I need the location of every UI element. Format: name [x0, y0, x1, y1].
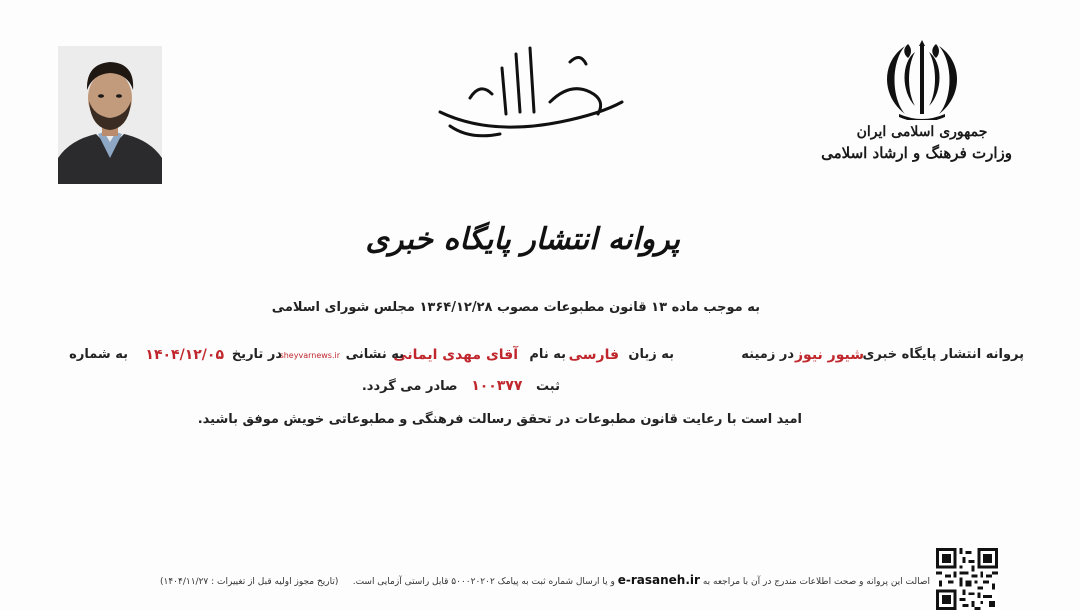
intro-prefix: پروانه انتشار پایگاه خبری	[862, 347, 1024, 362]
issued-suffix: صادر می گردد.	[361, 379, 458, 394]
footer-verification	[130, 573, 930, 587]
date-label: در تاریخ	[231, 347, 282, 362]
owner-label: به نام	[529, 347, 566, 362]
ministry-header	[821, 40, 1012, 190]
republic-label: جمهوری اسلامی ایران	[856, 124, 988, 140]
closing-line: امید است با رعایت قانون مطبوعات در تحقق رسالت فرهنگی و مطبوعاتی خویش موفق باشید.	[197, 412, 802, 427]
qr-code[interactable]	[936, 548, 998, 610]
owner-name-value: آقای مهدی ایمانی	[393, 347, 518, 363]
ministry-label: وزارت فرهنگ و ارشاد اسلامی	[821, 144, 1012, 162]
language-value: فارسی	[568, 347, 619, 363]
basmala-calligraphy	[430, 42, 630, 162]
address-value: sheyvarnews.ir	[279, 351, 340, 360]
footer-initial-license-date: (تاریخ مجوز اولیه قبل از تغییرات : ۱۴۰۴/۱۱/۲۷)	[159, 577, 339, 587]
field-label: در زمینه	[741, 347, 794, 362]
registration-label: ثبت	[536, 379, 560, 394]
license-body-line-2	[362, 378, 560, 394]
address-label: به نشانی	[345, 347, 404, 362]
site-name-value: شیور نیوز	[794, 347, 864, 363]
issue-date-value: ۱۴۰۴/۱۲/۰۵	[145, 347, 224, 363]
license-title: پروانه انتشار پایگاه خبری	[365, 222, 680, 257]
portrait-photo	[58, 46, 162, 184]
legal-basis-line: به موجب ماده ۱۳ قانون مطبوعات مصوب ۱۳۶۴/۱۲/۲۸ مجلس شورای اسلامی	[271, 300, 760, 315]
language-label: به زبان	[628, 347, 674, 362]
e-rasaneh-link[interactable]: e-rasaneh.ir	[617, 573, 700, 587]
number-label: به شماره	[69, 347, 128, 362]
registration-number-value: ۱۰۰۳۷۷	[471, 378, 523, 394]
footer-authenticity-prefix: اصالت این پروانه و صحت اطلاعات مندرج در آن با مراجعه به	[702, 577, 930, 587]
iran-emblem-icon	[877, 40, 967, 120]
footer-sms-text: و یا ارسال شماره ثبت به پیامک ۵۰۰۰۲۰۲۰۲ قابل راستی آزمایی است.	[352, 577, 615, 587]
